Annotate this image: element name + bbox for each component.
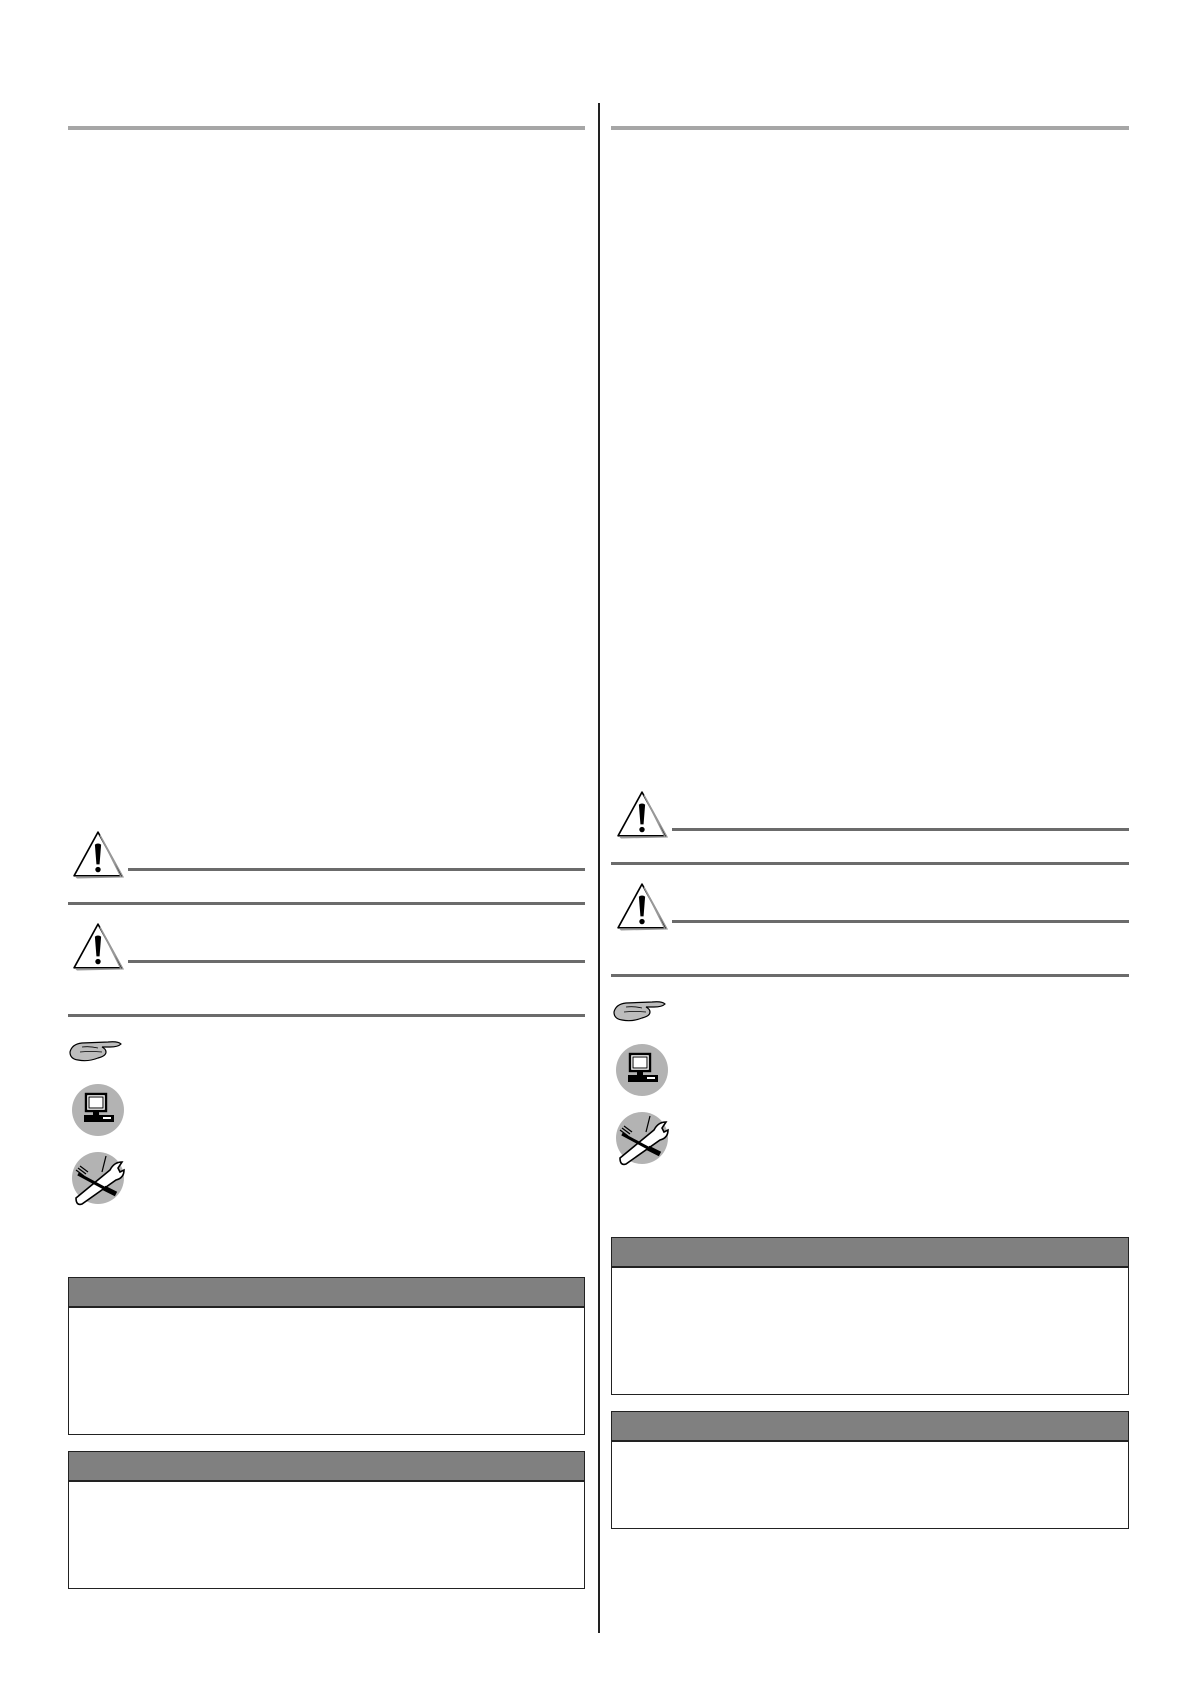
warning-triangle-icon bbox=[616, 790, 668, 840]
right-table-1 bbox=[611, 1237, 1129, 1395]
right-warning-2-rule bbox=[672, 920, 1129, 923]
pointing-hand-icon bbox=[68, 1038, 124, 1066]
left-warning-1-rule bbox=[128, 868, 585, 871]
left-section-rule-1 bbox=[68, 902, 585, 905]
table-header bbox=[612, 1238, 1128, 1268]
warning-triangle-icon bbox=[616, 882, 668, 932]
table-header bbox=[69, 1278, 584, 1308]
right-header-rule bbox=[611, 126, 1129, 130]
right-table-2 bbox=[611, 1411, 1129, 1529]
right-section-rule-2 bbox=[611, 974, 1129, 977]
warning-triangle-icon bbox=[72, 922, 124, 972]
wrench-screwdriver-icon bbox=[70, 1150, 126, 1206]
table-header bbox=[612, 1412, 1128, 1442]
wrench-screwdriver-icon bbox=[614, 1110, 670, 1166]
left-warning-2-rule bbox=[128, 960, 585, 963]
left-table-2 bbox=[68, 1451, 585, 1589]
pointing-hand-icon bbox=[612, 998, 668, 1026]
computer-icon bbox=[614, 1042, 670, 1098]
left-header-rule bbox=[68, 126, 585, 130]
left-table-1 bbox=[68, 1277, 585, 1435]
warning-triangle-icon bbox=[72, 830, 124, 880]
column-divider bbox=[598, 103, 600, 1633]
table-header bbox=[69, 1452, 584, 1482]
right-section-rule-1 bbox=[611, 862, 1129, 865]
computer-icon bbox=[70, 1082, 126, 1138]
right-warning-1-rule bbox=[672, 828, 1129, 831]
left-section-rule-2 bbox=[68, 1014, 585, 1017]
